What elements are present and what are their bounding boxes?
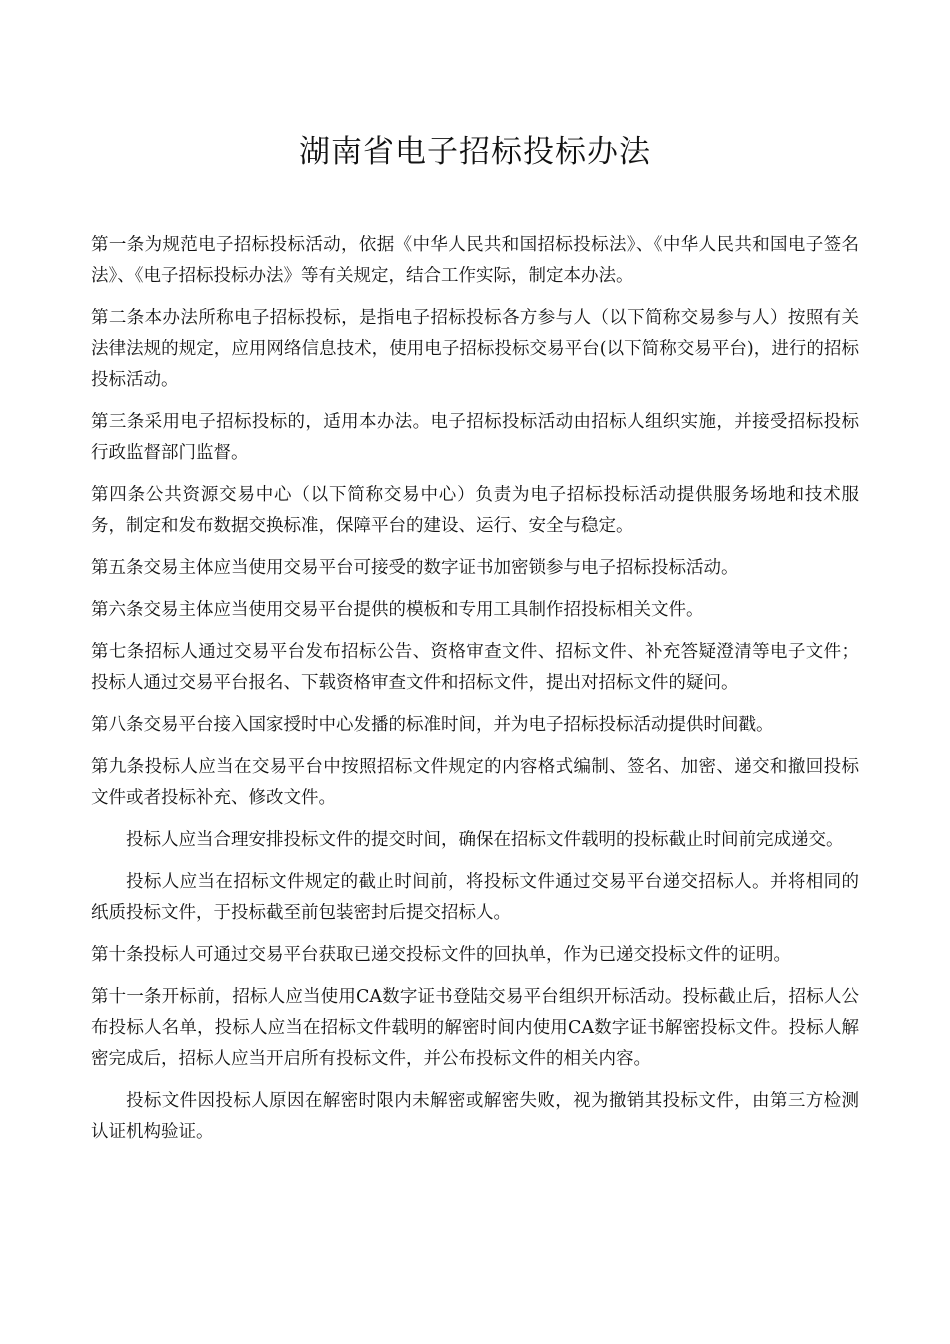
article-9-clause-3: 投标人应当在招标文件规定的截止时间前，将投标文件通过交易平台递交招标人。并将相同的纸质投标文件，于投标截至前包装密封后提交招标人。 [91,872,859,923]
article-9-clause-2: 投标人应当合理安排投标文件的提交时间，确保在招标文件载明的投标截止时间前完成递交。 [126,830,844,850]
article-1: 第一条为规范电子招标投标活动，依据《中华人民共和国招标投标法》、《中华人民共和国电子签名法》、《电子招标投标办法》等有关规定，结合工作实际，制定本办法。 [91,235,859,286]
article-2: 第二条本办法所称电子招标投标，是指电子招标投标各方参与人（以下简称交易参与人）按照有关法律法规的规定，应用网络信息技术，使用电子招标投标交易平台(以下简称交易平台)，进行的招标投标活动。 [91,308,859,390]
article-4: 第四条公共资源交易中心（以下简称交易中心）负责为电子招标投标活动提供服务场地和技术服务，制定和发布数据交换标准，保障平台的建设、运行、安全与稳定。 [91,485,859,536]
article-9: 第九条投标人应当在交易平台中按照招标文件规定的内容格式编制、签名、加密、递交和撤回投标文件或者投标补充、修改文件。 [91,757,859,808]
article-11: 第十一条开标前，招标人应当使用CA数字证书登陆交易平台组织开标活动。投标截止后，招标人公布投标人名单，投标人应当在招标文件载明的解密时间内使用CA数字证书解密投标文件。投标人解密完成后，招标人应当开启所有投标文件，并公布投标文件的相关内容。 [91,987,859,1069]
article-3: 第三条采用电子招标投标的，适用本办法。电子招标投标活动由招标人组织实施，并接受招标投标行政监督部门监督。 [91,412,859,463]
article-6: 第六条交易主体应当使用交易平台提供的模板和专用工具制作招投标相关文件。 [91,600,704,620]
article-11-clause-2: 投标文件因投标人原因在解密时限内未解密或解密失败，视为撤销其投标文件，由第三方检测认证机构验证。 [91,1091,859,1142]
document-title: 湖南省电子招标投标办法 [299,134,651,170]
article-10: 第十条投标人可通过交易平台获取已递交投标文件的回执单，作为已递交投标文件的证明。 [91,945,791,965]
document-body [91,230,859,1159]
article-7: 第七条招标人通过交易平台发布招标公告、资格审查文件、招标文件、补充答疑澄清等电子文件；投标人通过交易平台报名、下载资格审查文件和招标文件，提出对招标文件的疑问。 [91,642,859,693]
article-5: 第五条交易主体应当使用交易平台可接受的数字证书加密锁参与电子招标投标活动。 [91,558,739,578]
article-8: 第八条交易平台接入国家授时中心发播的标准时间，并为电子招标投标活动提供时间戳。 [91,715,774,735]
